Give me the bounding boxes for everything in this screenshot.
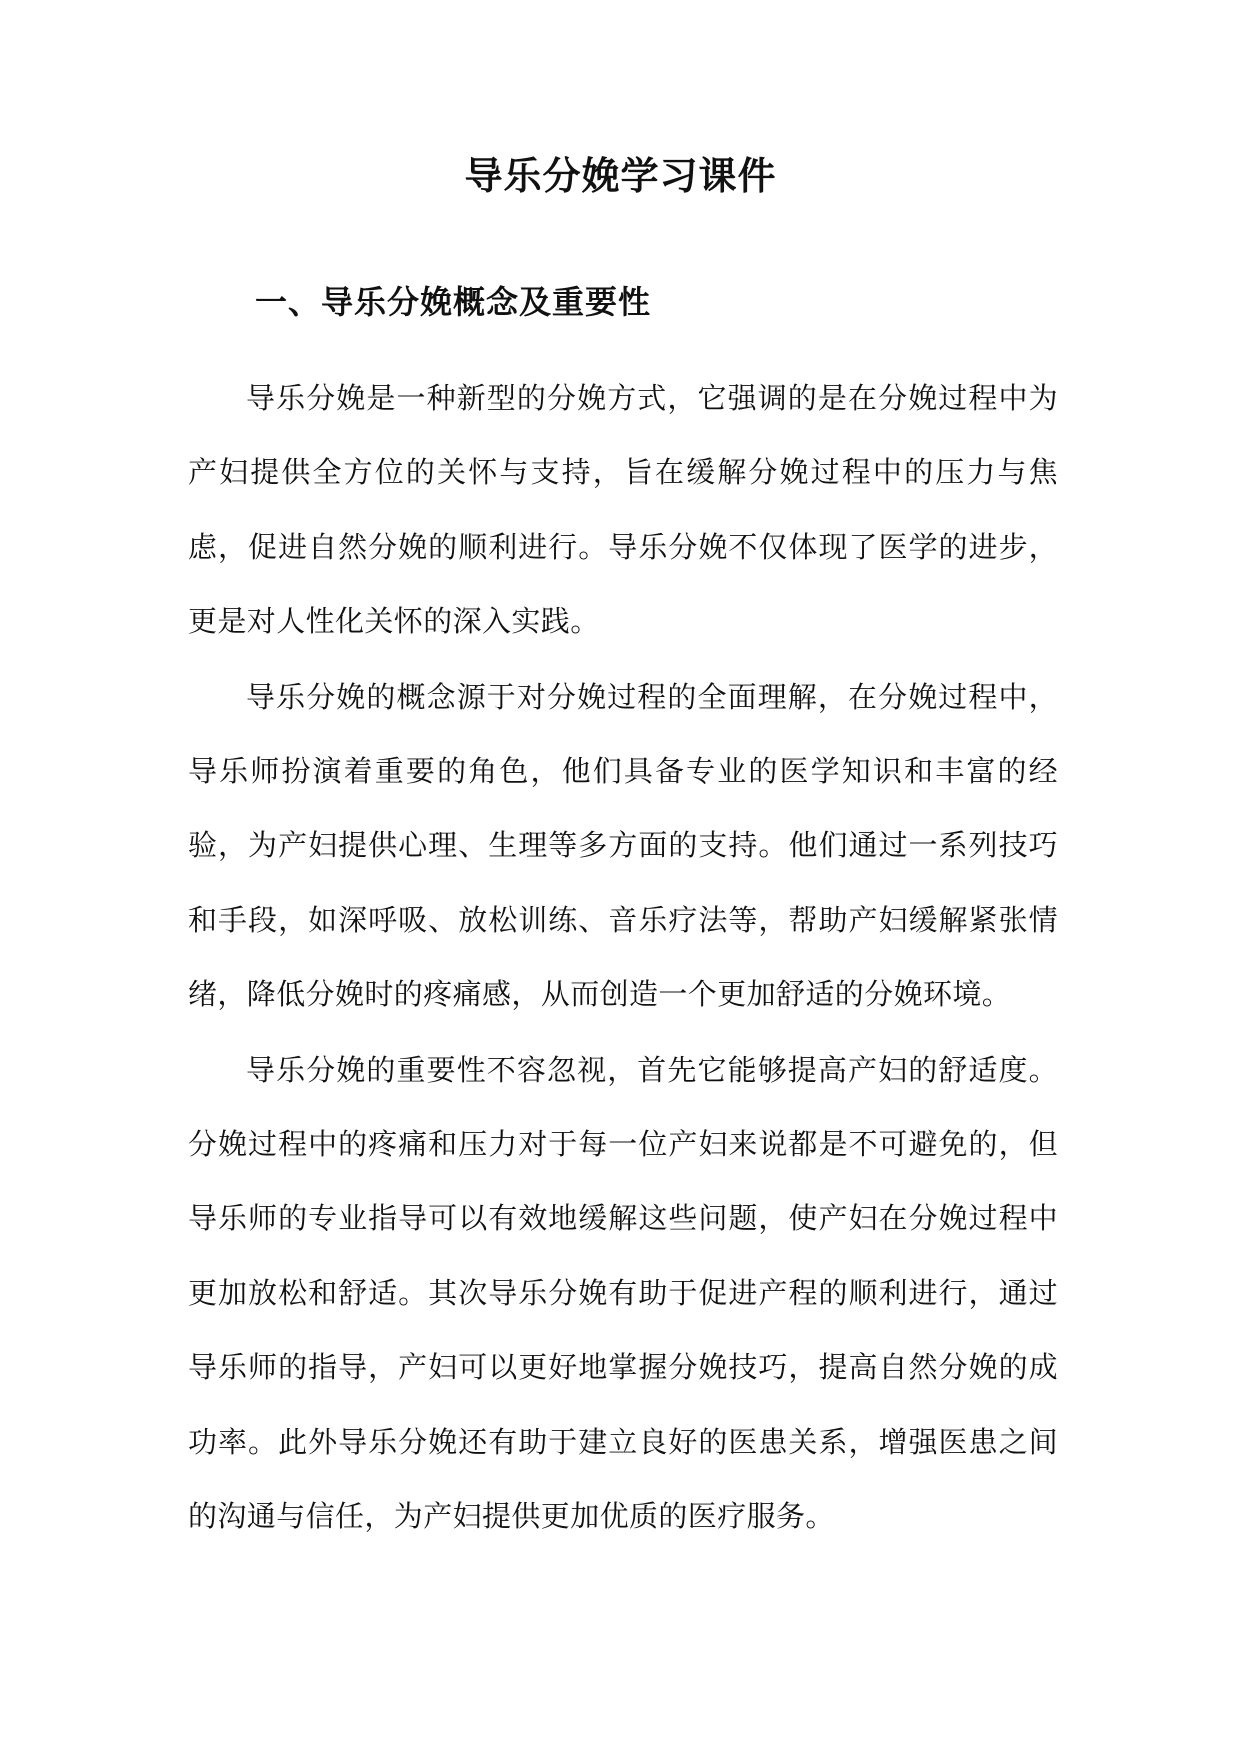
paragraph-1: 导乐分娩是一种新型的分娩方式，它强调的是在分娩过程中为产妇提供全方位的关怀与支持，旨在缓解分娩过程中的压力与焦虑，促进自然分娩的顺利进行。导乐分娩不仅体现了医学的进步，更是对人性化关怀的深入实践。 [188, 381, 1058, 639]
paragraph-3: 导乐分娩的重要性不容忽视，首先它能够提高产妇的舒适度。分娩过程中的疼痛和压力对于每一位产妇来说都是不可避免的，但导乐师的专业指导可以有效地缓解这些问题，使产妇在分娩过程中更加放松和舒适。其次导乐分娩有助于促进产程的顺利进行，通过导乐师的指导，产妇可以更好地掌握分娩技巧，提高自然分娩的成功率。此外导乐分娩还有助于建立良好的医患关系，增强医患之间的沟通与信任，为产妇提供更加优质的医疗服务。 [188, 1052, 1058, 1534]
body-text [188, 361, 1058, 1554]
document-title: 导乐分娩学习课件 [464, 153, 777, 198]
section-heading: 一、导乐分娩概念及重要性 [255, 283, 652, 321]
paragraph-2: 导乐分娩的概念源于对分娩过程的全面理解，在分娩过程中，导乐师扮演着重要的角色，他们具备专业的医学知识和丰富的经验，为产妇提供心理、生理等多方面的支持。他们通过一系列技巧和手段，如深呼吸、放松训练、音乐疗法等，帮助产妇缓解紧张情绪，降低分娩时的疼痛感，从而创造一个更加舒适的分娩环境。 [188, 679, 1058, 1012]
